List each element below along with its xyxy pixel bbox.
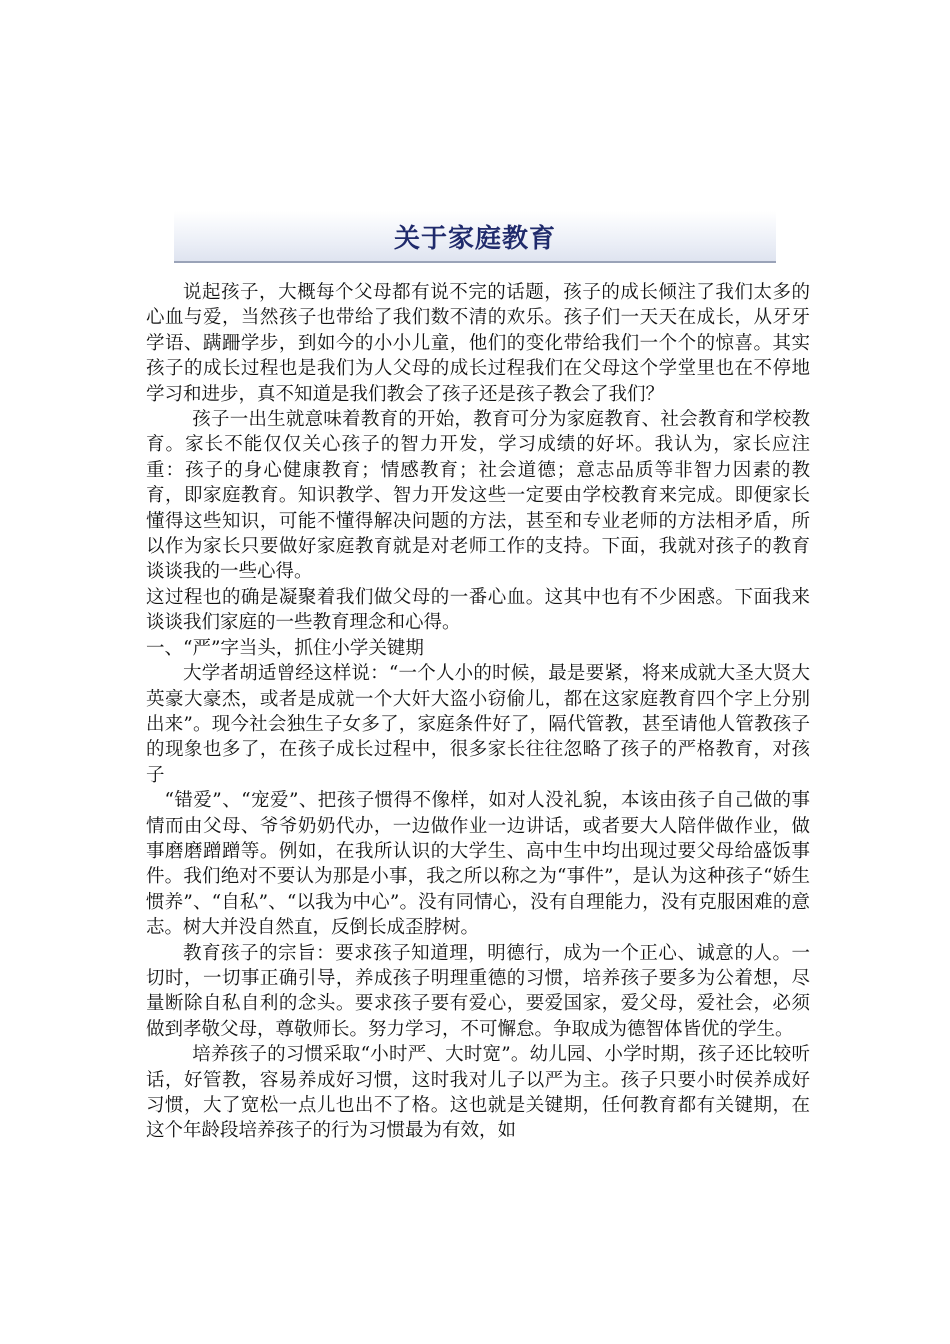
document-body xyxy=(146,280,810,1144)
paragraph: 孩子一出生就意味着教育的开始，教育可分为家庭教育、社会教育和学校教育。家长不能仅仅关心孩子的智力开发，学习成绩的好坏。我认为，家长应注重：孩子的身心健康教育；情感教育；社会道德；意志品质等非智力因素的教育，即家庭教育。知识教学、智力开发这些一定要由学校教育来完成。即便家长懂得这些知识，可能不懂得解决问题的方法，甚至和专业老师的方法相矛盾，所以作为家长只要做好家庭教育就是对老师工作的支持。下面，我就对孩子的教育谈谈我的一些心得。 xyxy=(146,409,810,583)
title-banner xyxy=(174,211,776,263)
section-heading: 一、“严”字当头，抓住小学关键期 xyxy=(146,637,424,659)
paragraph: 大学者胡适曾经这样说：“一个人小的时候，最是要紧，将来成就大圣大贤大英豪大豪杰，或者是成就一个大奸大盗小窃偷儿，都在这家庭教育四个字上分别出来”。现今社会独生子女多了，家庭条件好了，隔代管教，甚至请他人管教孩子的现象也多了，在孩子成长过程中，很多家长往往忽略了孩子的严格教育，对孩子 xyxy=(146,663,810,786)
paragraph: 培养孩子的习惯采取“小时严、大时宽”。幼儿园、小学时期，孩子还比较听话，好管教，容易养成好习惯，这时我对儿子以严为主。孩子只要小时侯养成好习惯，大了宽松一点儿也出不了格。这也就是关键期，任何教育都有关键期，在这个年龄段培养孩子的行为习惯最为有效，如 xyxy=(146,1044,810,1142)
paragraph: “错爱”、“宠爱”、把孩子惯得不像样，如对人没礼貌，本该由孩子自己做的事情而由父母、爷爷奶奶代办，一边做作业一边讲话，或者要大人陪伴做作业，做事磨磨蹭蹭等。例如，在我所认识的大学生、高中生中均出现过要父母给盛饭事件。我们绝对不要认为那是小事，我之所以称之为“事件”，是认为这种孩子“娇生惯养”、“自私”、“以我为中心”。没有同情心，没有自理能力，没有克服困难的意志。树大并没自然直，反倒长成歪脖树。 xyxy=(146,790,810,939)
paragraph: 教育孩子的宗旨：要求孩子知道理，明德行，成为一个正心、诚意的人。一切时，一切事正确引导，养成孩子明理重德的习惯，培养孩子要多为公着想，尽量断除自私自利的念头。要求孩子要有爱心，要爱国家，爱父母，爱社会，必须做到孝敬父母，尊敬师长。努力学习，不可懈怠。争取成为德智体皆优的学生。 xyxy=(146,942,810,1040)
paragraph: 这过程也的确是凝聚着我们做父母的一番心血。这其中也有不少困惑。下面我来谈谈我们家庭的一些教育理念和心得。 xyxy=(146,586,810,634)
paragraph: 说起孩子，大概每个父母都有说不完的话题，孩子的成长倾注了我们太多的心血与爱，当然孩子也带给了我们数不清的欢乐。孩子们一天天在成长，从牙牙学语、蹒跚学步，到如今的小小儿童，他们的变化带给我们一个个的惊喜。其实孩子的成长过程也是我们为人父母的成长过程我们在父母这个学堂里也在不停地学习和进步，真不知道是我们教会了孩子还是孩子教会了我们？ xyxy=(146,282,810,405)
document-title: 关于家庭教育 xyxy=(393,223,556,254)
